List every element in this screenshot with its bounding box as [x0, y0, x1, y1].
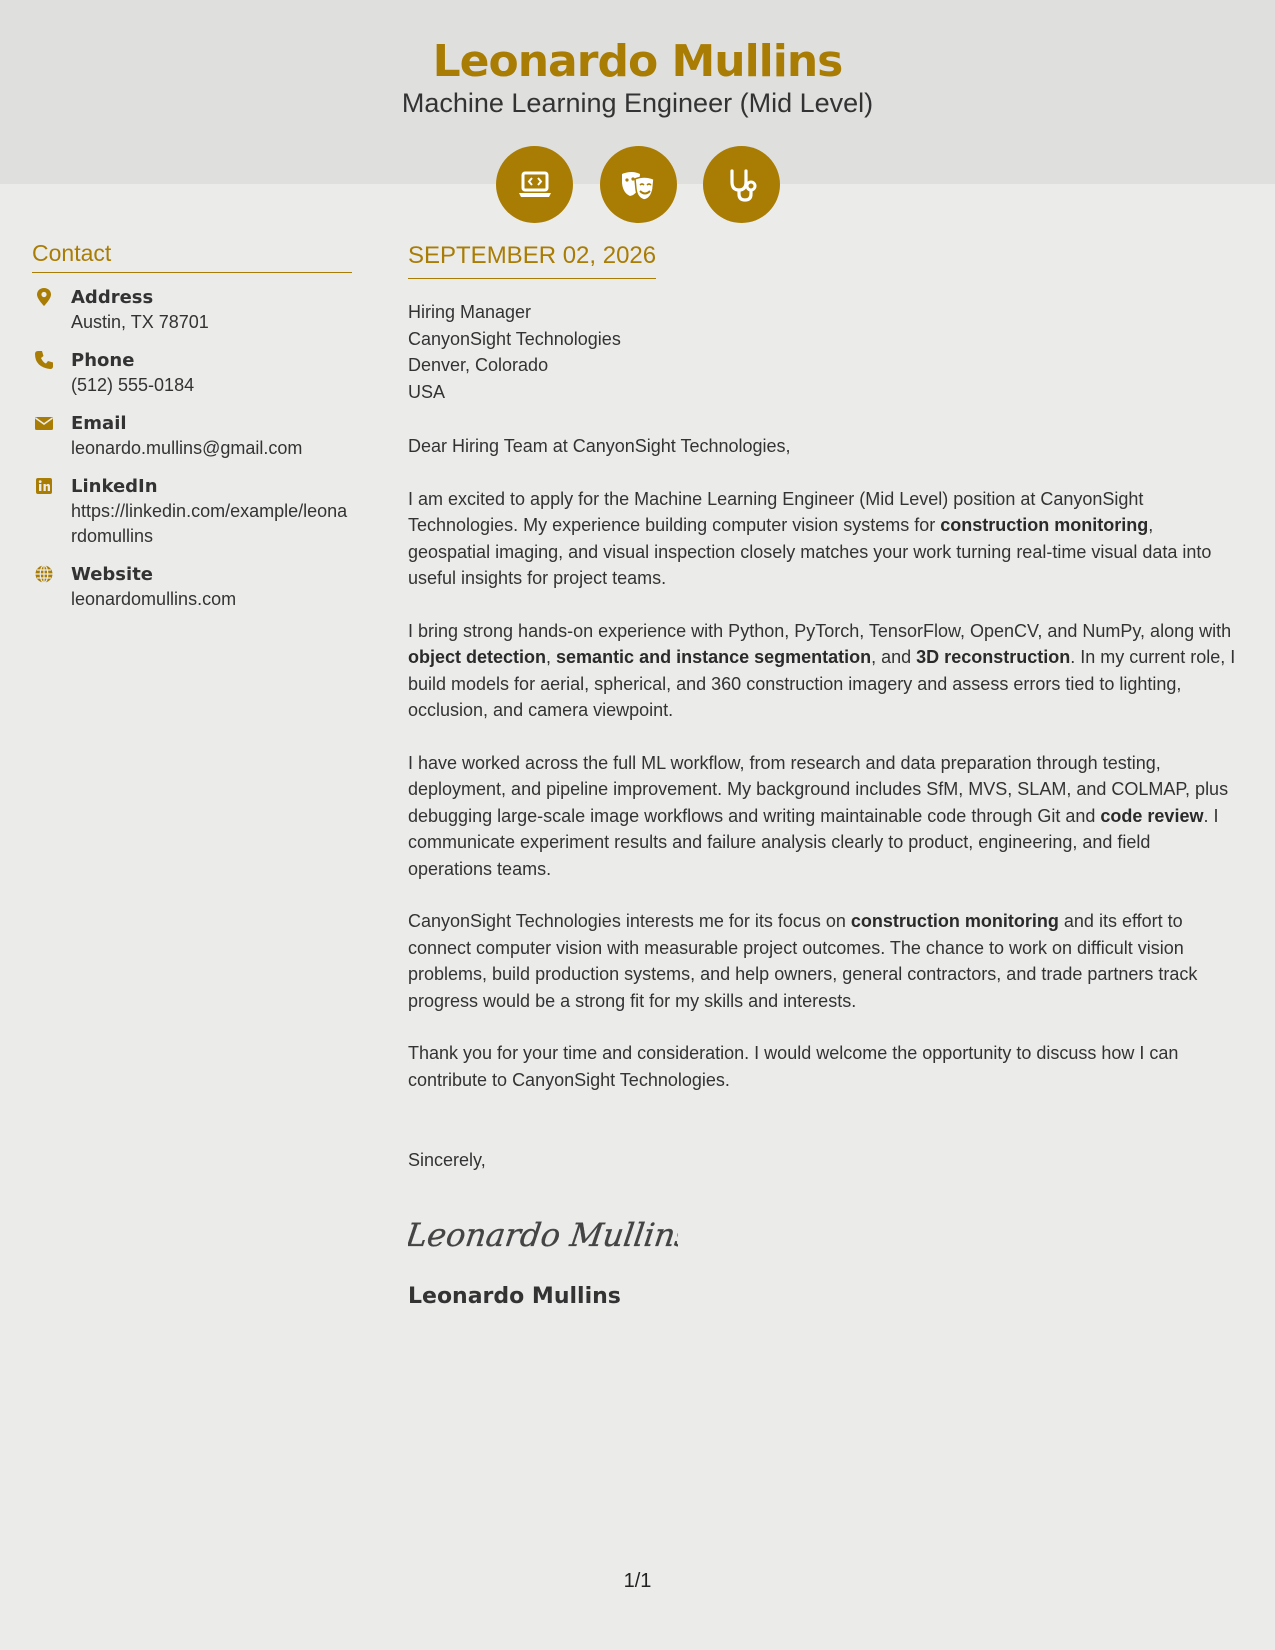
- contact-label: Website: [71, 564, 154, 585]
- salutation: Dear Hiring Team at CanyonSight Technologies,: [408, 436, 791, 456]
- globe-icon: [34, 564, 54, 584]
- signature-image: [408, 1208, 1238, 1258]
- paragraph-text: , and: [871, 647, 917, 667]
- bold-phrase: 3D reconstruction: [916, 647, 1071, 667]
- bold-phrase: construction monitoring: [940, 515, 1149, 535]
- paragraph-text: Thank you for your time and consideration. I would welcome the opportunity to discuss how I can contribute to CanyonSight Technologies.: [408, 1043, 1179, 1090]
- bold-phrase: object detection: [408, 647, 547, 667]
- laptop-code-icon: [496, 146, 573, 223]
- bold-phrase: semantic and instance segmentation: [556, 647, 872, 667]
- paragraph-text: . In my current role, I build models for aerial, spherical, and 360 construction imagery and assess errors tied to lighting, occlusion, and camera viewpoint.: [408, 647, 1236, 720]
- letter-paragraph: [408, 1040, 1238, 1093]
- paragraph-text: and its effort to connect computer vision with measurable project outcomes. The chance to work on difficult vision problems, build production systems, and help owners, general contractors, and trade partners track progress would be a strong fit for my skills and interests.: [408, 911, 1198, 1011]
- phone-icon: [34, 350, 54, 370]
- contact-item-email: [32, 411, 352, 461]
- stethoscope-icon: [703, 146, 780, 223]
- paragraph-text: , geospatial imaging, and visual inspection closely matches your work turning real-time visual data into useful insights for project teams.: [408, 515, 1212, 588]
- contact-value: Austin, TX 78701: [71, 312, 209, 332]
- contact-heading: Contact: [32, 238, 352, 273]
- recipient-block: [408, 299, 1238, 405]
- header-icon-row: [496, 146, 780, 223]
- signature-text: Leonardo Mullins: [408, 1215, 678, 1254]
- bold-phrase: construction monitoring: [850, 911, 1059, 931]
- contact-label: LinkedIn: [71, 476, 158, 497]
- paragraph-text: I have worked across the full ML workflow, from research and data preparation through testing, deployment, and pipeline improvement. My background includes SfM, MVS, SLAM, and COLMAP, plus debugging large-scale image workflows and writing maintainable code through Git and: [408, 752, 1229, 826]
- letter-paragraph: [408, 486, 1238, 592]
- contact-label: Email: [71, 413, 127, 434]
- linkedin-link[interactable]: https://linkedin.com/example/leonardomullins: [71, 501, 348, 546]
- contact-item-linkedin: [32, 474, 352, 549]
- linkedin-icon: [34, 476, 54, 496]
- website-link[interactable]: leonardomullins.com: [71, 589, 237, 609]
- page-number: 1/1: [623, 1570, 652, 1592]
- letter-date: SEPTEMBER 02, 2026: [408, 240, 656, 279]
- recipient-line: USA: [408, 381, 446, 402]
- paragraph-text: CanyonSight Technologies interests me for its focus on: [408, 911, 851, 931]
- recipient-line: Hiring Manager: [408, 302, 532, 322]
- envelope-icon: [34, 413, 54, 433]
- signed-name: Leonardo Mullins: [408, 1283, 621, 1309]
- letter-paragraph: [408, 750, 1238, 883]
- contact-item-website: [32, 562, 352, 612]
- paragraph-text: . I communicate experiment results and failure analysis clearly to product, engineering, and field operations teams.: [408, 805, 1219, 879]
- job-title: Machine Learning Engineer (Mid Level): [401, 88, 874, 118]
- recipient-line: CanyonSight Technologies: [408, 328, 621, 349]
- contact-item-phone: [32, 348, 352, 398]
- contact-value: (512) 555-0184: [71, 375, 195, 395]
- contact-label: Address: [71, 287, 154, 308]
- sidebar: [32, 238, 352, 625]
- candidate-name: Leonardo Mullins: [432, 36, 843, 87]
- paragraph-text: I bring strong hands-on experience with Python, PyTorch, TensorFlow, OpenCV, and NumPy, along with: [408, 620, 1232, 641]
- letter-body: [408, 240, 1238, 1312]
- paragraph-text: ,: [546, 647, 557, 667]
- recipient-line: Denver, Colorado: [408, 355, 549, 375]
- map-pin-icon: [34, 287, 54, 307]
- paragraph-text: I am excited to apply for the Machine Learning Engineer (Mid Level) position at CanyonSight Technologies. My experience building computer vision systems for: [408, 488, 1144, 535]
- letter-paragraph: [408, 908, 1238, 1014]
- letter-paragraphs: [408, 486, 1238, 1094]
- closing: Sincerely,: [408, 1150, 486, 1170]
- email-link[interactable]: leonardo.mullins@gmail.com: [71, 438, 303, 458]
- contact-item-address: [32, 285, 352, 335]
- bold-phrase: code review: [1100, 805, 1204, 826]
- contact-label: Phone: [71, 350, 135, 371]
- theater-masks-icon: [600, 146, 677, 223]
- letter-paragraph: [408, 618, 1238, 724]
